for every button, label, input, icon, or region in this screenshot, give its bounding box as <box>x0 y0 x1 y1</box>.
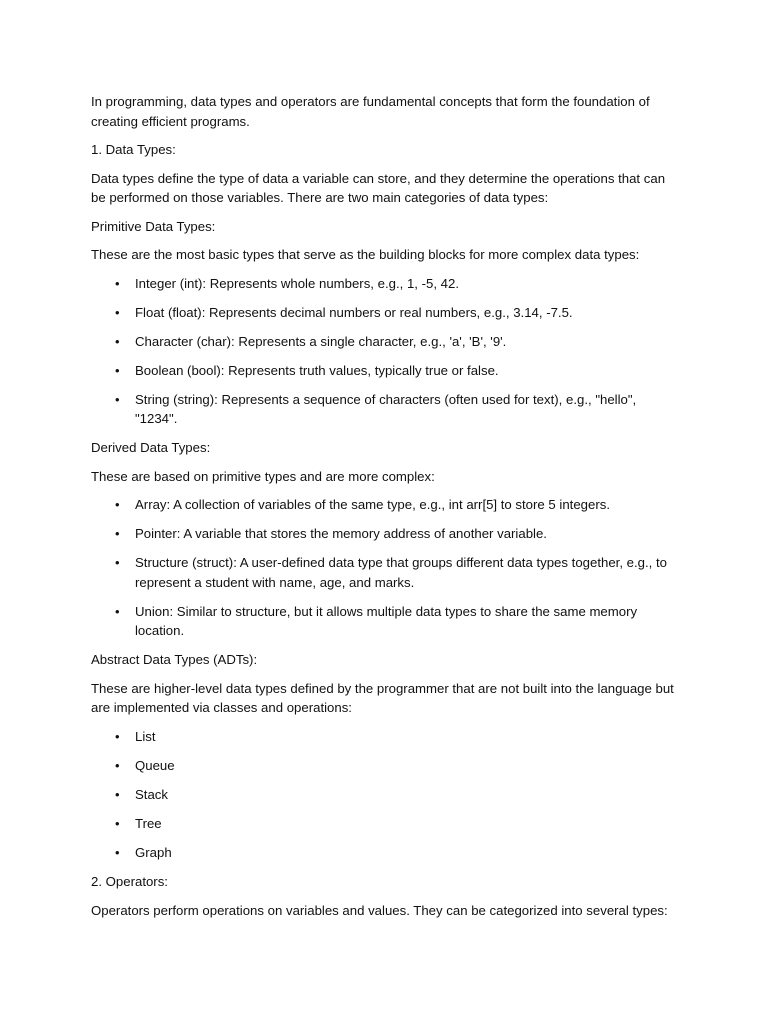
adt-list <box>91 727 681 863</box>
intro-paragraph: In programming, data types and operators are fundamental concepts that form the foundation of creating efficient programs. <box>91 94 650 129</box>
list-item: • Structure (struct): A user-defined data type that groups different data types together, e.g., to represent a student with name, age, and marks. <box>91 553 681 592</box>
document-body <box>91 92 681 929</box>
derived-list <box>91 495 681 641</box>
list-item: • Graph <box>91 843 681 863</box>
list-item: • Integer (int): Represents whole numbers, e.g., 1, -5, 42. <box>91 274 681 294</box>
section-heading-data-types: 1. Data Types: <box>91 142 176 157</box>
primitive-heading: Primitive Data Types: <box>91 218 216 234</box>
derived-intro: These are based on primitive types and are more complex: <box>91 468 435 484</box>
list-item: • List <box>91 727 681 747</box>
section-heading-operators: 2. Operators: <box>91 874 168 890</box>
primitive-intro: These are the most basic types that serve as the building blocks for more complex data types: <box>91 247 640 262</box>
operators-paragraph: Operators perform operations on variables and values. They can be categorized into several types: <box>91 902 668 918</box>
list-item: • Tree <box>91 814 681 834</box>
list-item: • Pointer: A variable that stores the memory address of another variable. <box>91 524 681 544</box>
list-item: • Character (char): Represents a single character, e.g., 'a', 'B', '9'. <box>91 332 681 352</box>
list-item: • Float (float): Represents decimal numbers or real numbers, e.g., 3.14, -7.5. <box>91 303 681 323</box>
list-item: • String (string): Represents a sequence of characters (often used for text), e.g., "hello", "1234". <box>91 390 681 429</box>
list-item: • Array: A collection of variables of the same type, e.g., int arr[5] to store 5 integers. <box>91 495 681 515</box>
list-item: • Boolean (bool): Represents truth values, typically true or false. <box>91 361 681 381</box>
primitive-list <box>91 274 681 429</box>
adt-heading: Abstract Data Types (ADTs): <box>91 652 258 667</box>
adt-intro: These are higher-level data types defined by the programmer that are not built into the language but are implemented via classes and operations: <box>91 680 674 715</box>
list-item: • Stack <box>91 785 681 805</box>
list-item: • Queue <box>91 756 681 776</box>
derived-heading: Derived Data Types: <box>91 440 211 455</box>
list-item: • Union: Similar to structure, but it allows multiple data types to share the same memory location. <box>91 602 681 641</box>
data-types-paragraph: Data types define the type of data a variable can store, and they determine the operations that can be performed on those variables. There are two main categories of data types: <box>91 170 666 205</box>
